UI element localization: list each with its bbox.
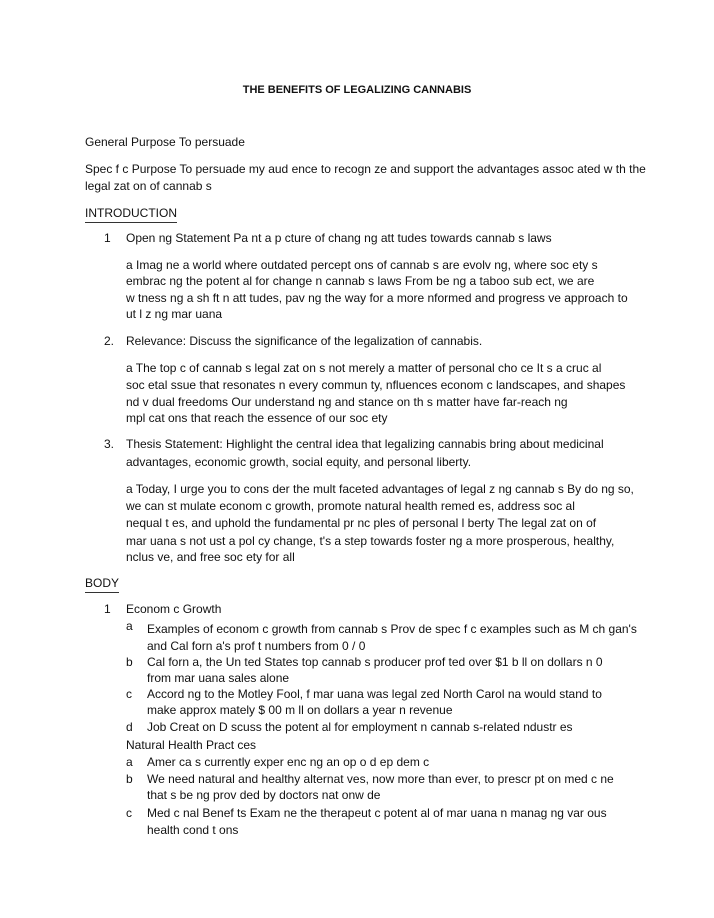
intro-item-2-text: Relevance: Discuss the significance of the legalization of cannabis.: [126, 334, 483, 348]
intro-item-2-sub-line: soc etal ssue that resonates n every commun ty, nfluences econom c landscapes, and shapes: [126, 378, 626, 392]
intro-item-1-sub-line: a Imag ne a world where outdated percept ons of cannab s are evolv ng, where soc ety s: [126, 258, 598, 272]
intro-item-3-sub-line: we can st mulate econom c growth, promote natural health remed es, address soc al: [126, 499, 575, 513]
body-item-line: make approx mately $ 00 m ll on dollars a year n revenue: [147, 703, 453, 717]
body-item-letter: c: [126, 806, 132, 820]
body-item-line: Med c nal Benef ts Exam ne the therapeut c potent al of mar uana n manag ng var ous: [147, 806, 607, 820]
intro-item-3-sub-line: nclus ve, and free soc ety for all: [126, 550, 295, 564]
intro-item-3-sub-line: a Today, I urge you to cons der the mult faceted advantages of legal z ng cannab s By do ng so,: [126, 482, 634, 496]
body-section-2-title: Natural Health Pract ces: [126, 738, 257, 752]
body-item-letter: a: [126, 619, 133, 633]
body-section-1-number: 1: [104, 602, 111, 616]
body-heading-label: BODY: [85, 576, 119, 593]
body-item-line: from mar uana sales alone: [147, 671, 290, 685]
specific-purpose-line-2: legal zat on of cannab s: [85, 179, 212, 193]
body-item-line: Cal forn a, the Un ted States top cannab s producer prof ted over $1 b ll on dollars n 0: [147, 655, 603, 669]
intro-item-3-sub-line: nequal t es, and uphold the fundamental pr nc ples of personal l berty The legal zat on of: [126, 516, 597, 530]
body-item-line: Examples of econom c growth from cannab s Prov de spec f c examples such as M ch gan's: [147, 622, 637, 636]
introduction-heading-label: INTRODUCTION: [85, 206, 177, 223]
body-item-line: We need natural and healthy alternat ves, now more than ever, to prescr pt on med c ne: [147, 772, 614, 786]
intro-item-2-sub-line: nd v dual freedoms Our understand ng and stance on th s matter have far-reach ng: [126, 395, 568, 409]
intro-item-3-sub-line: mar uana s not ust a pol cy change, t's a step towards foster ng a more prosperous, healthy,: [126, 534, 615, 548]
intro-item-1-text: Open ng Statement Pa nt a p cture of chang ng att tudes towards cannab s laws: [126, 231, 552, 245]
intro-item-2-sub-line: a The top c of cannab s legal zat on s not merely a matter of personal cho ce It s a cruc al: [126, 361, 602, 375]
body-item-line: and Cal forn a's prof t numbers from 0 / 0: [147, 639, 366, 653]
intro-item-2-sub-line: mpl cat ons that reach the essence of our soc ety: [126, 411, 388, 425]
specific-purpose-line-1: Spec f c Purpose To persuade my aud ence to recogn ze and support the advantages assoc ated w th the: [85, 162, 646, 176]
intro-item-1-sub-line: ut l z ng mar uana: [126, 307, 223, 321]
document-title: THE BENEFITS OF LEGALIZING CANNABIS: [242, 84, 472, 96]
intro-item-1-sub-line: embrac ng the potent al for change n cannab s laws From be ng a taboo sub ect, we are: [126, 274, 595, 288]
body-item-line: health cond t ons: [147, 823, 239, 837]
body-item-line: Amer ca s currently exper enc ng an op o d ep dem c: [147, 755, 430, 769]
body-item-letter: d: [126, 720, 133, 734]
intro-item-3-text-line: Thesis Statement: Highlight the central idea that legalizing cannabis bring about medicinal: [126, 437, 604, 451]
body-item-line: that s be ng prov ded by doctors nat onw de: [147, 788, 381, 802]
intro-item-2-number: 2.: [104, 334, 115, 348]
general-purpose: General Purpose To persuade: [85, 135, 245, 149]
intro-item-3-number: 3.: [104, 437, 115, 451]
body-item-letter: b: [126, 772, 133, 786]
body-heading: [85, 575, 119, 592]
body-item-letter: c: [126, 687, 132, 701]
body-section-1-title: Econom c Growth: [126, 602, 222, 616]
body-item-letter: b: [126, 655, 133, 669]
body-item-letter: a: [126, 755, 133, 769]
body-item-line: Job Creat on D scuss the potent al for employment n cannab s-related ndustr es: [147, 720, 573, 734]
intro-item-1-number: 1: [104, 231, 111, 245]
intro-item-1-sub-line: w tness ng a sh ft n att tudes, pav ng the way for a more nformed and progress ve approach to: [126, 291, 628, 305]
introduction-heading: [85, 205, 177, 222]
intro-item-3-text-line: advantages, economic growth, social equity, and personal liberty.: [126, 455, 472, 469]
body-item-line: Accord ng to the Motley Fool, f mar uana was legal zed North Carol na would stand to: [147, 687, 602, 701]
